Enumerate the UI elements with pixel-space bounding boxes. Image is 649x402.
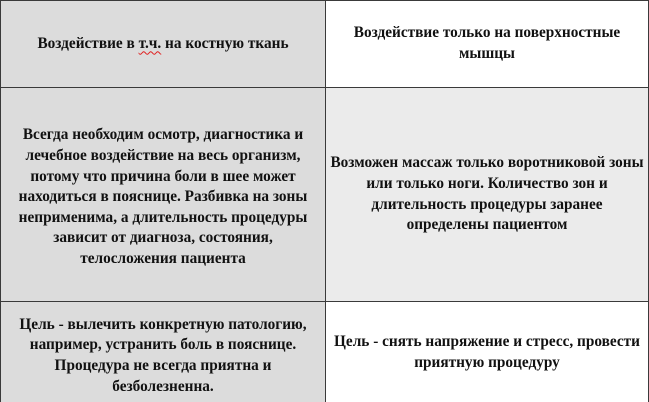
cell-text-part: на костную ткань xyxy=(161,34,289,52)
cell-text: Цель - вылечить конкретную патологию, например, устранить боль в пояснице. Процедура не всегда приятна и безболезненна. xyxy=(19,315,307,395)
cell-text xyxy=(37,34,288,55)
table-cell-row3-left xyxy=(0,302,326,402)
cell-text: Воздействие только на поверхностные мышцы xyxy=(353,24,621,62)
cell-text: Цель - снять напряжение и стресс, провести приятную процедуру xyxy=(334,333,640,371)
table-cell-row2-right xyxy=(326,88,649,302)
table-cell-row1-right xyxy=(326,0,649,88)
spellcheck-marked-word: т.ч. xyxy=(138,34,162,52)
cell-text: Всегда необходим осмотр, диагностика и лечебное воздействие на весь организм, потому что причина боли в шее может находиться в пояснице. Разбивка на зоны неприменима, а длительность процедуры зависит от диагноза, состояния, телосложения пациента xyxy=(18,126,308,267)
table-cell-row2-left xyxy=(0,88,326,302)
cell-text: Возможен массаж только воротниковой зоны или только ноги. Количество зон и длительность процедуры заранее определены пациентом xyxy=(330,154,644,234)
table-cell-row1-left xyxy=(0,0,326,88)
cell-text-part: Воздействие в xyxy=(37,34,139,52)
table-cell-row3-right xyxy=(326,302,649,402)
